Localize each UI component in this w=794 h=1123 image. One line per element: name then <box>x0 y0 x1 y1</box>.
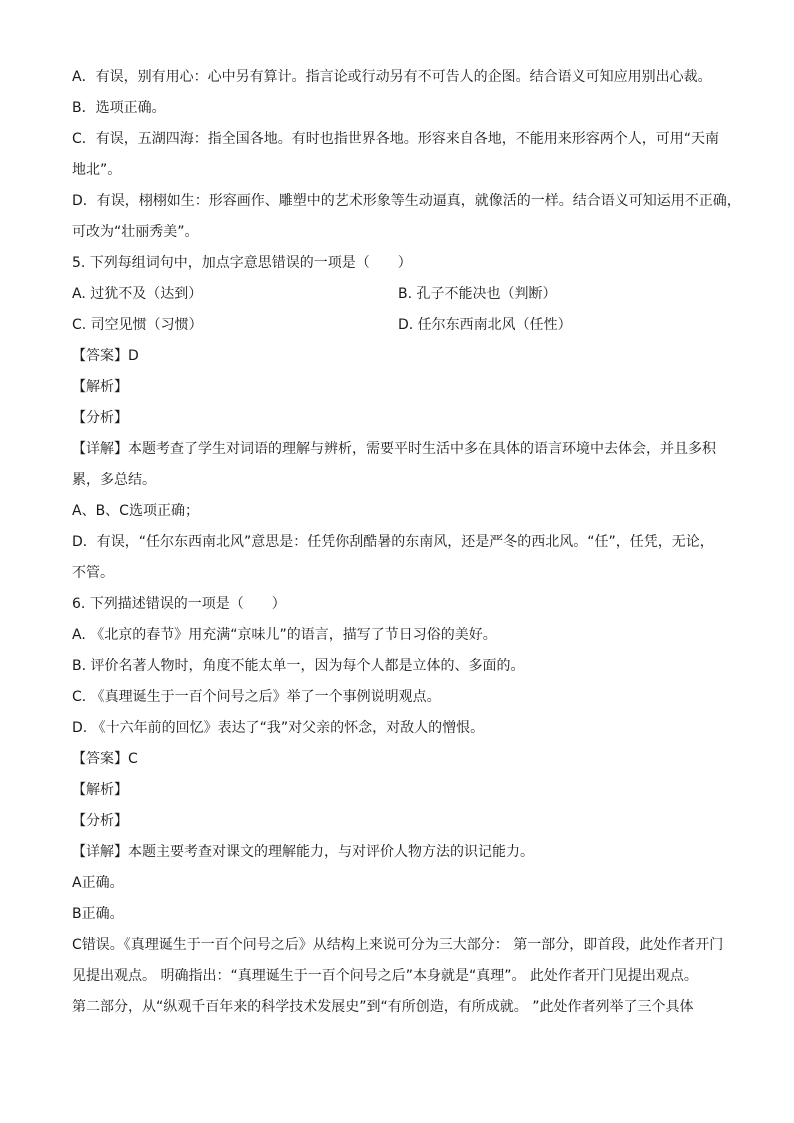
q5-options-row1 <box>72 279 724 310</box>
q5-option-d: D. 任尔东西南北风（任性） <box>398 317 572 333</box>
q5-detail-line2: 累，多总结。 <box>72 472 156 488</box>
q6-answer <box>72 744 724 775</box>
q6-answer-tag: 【答案】 <box>72 751 128 767</box>
q5-d-analysis-line2: 不管。 <box>72 565 114 581</box>
q6-option-d: D. 《十六年前的回忆》表达了“我”对父亲的怀念，对敌人的憎恨。 <box>72 720 485 736</box>
q5-answer <box>72 341 724 372</box>
q4-option-d-analysis-line1: D．有误，栩栩如生：形容画作、雕塑中的艺术形象等生动逼真，就像活的一样。结合语义可知运用不正确， <box>72 193 741 209</box>
q5-fenxi-heading: 【分析】 <box>72 410 128 426</box>
q6-b-correct: B正确。 <box>72 906 124 922</box>
q6-c-analysis-line1: C错误。《真理诞生于一百个问号之后》从结构上来说可分为三大部分： 第一部分，即首段，此处作者开门 <box>72 937 724 953</box>
q6-option-b: B. 评价名著人物时，角度不能太单一，因为每个人都是立体的、多面的。 <box>72 658 525 674</box>
q5-options-row2 <box>72 310 724 341</box>
q4-option-d-analysis-line2: 可改为“壮丽秀美”。 <box>72 224 199 240</box>
q5-option-a: A. 过犹不及（达到） <box>72 286 203 302</box>
q6-jiexi-heading: 【解析】 <box>72 782 128 798</box>
q4-option-a-analysis: A．有误，别有用心：心中另有算计。指言论或行动另有不可告人的企图。结合语义可知应用别出心裁。 <box>72 69 712 85</box>
q5-detail-line1: 【详解】本题考查了学生对词语的理解与辨析，需要平时生活中多在具体的语言环境中去体会，并且多积 <box>72 441 716 457</box>
q5-d-analysis-line1: D．有误，“任尔东西南北风”意思是：任凭你刮酷暑的东南风，还是严冬的西北风。“任”，任凭，无论， <box>72 534 714 550</box>
q5-stem: 5. 下列每组词句中，加点字意思错误的一项是（ ） <box>72 255 412 271</box>
q5-answer-tag: 【答案】 <box>72 348 128 364</box>
q5-option-b: B. 孔子不能决也（判断） <box>398 286 557 302</box>
q6-option-a: A. 《北京的春节》用充满“京味儿”的语言，描写了节日习俗的美好。 <box>72 627 497 643</box>
q4-option-c-analysis-line2: 地北”。 <box>72 162 122 178</box>
q5-abc-correct: A、B、C选项正确； <box>72 503 199 519</box>
q5-jiexi-heading: 【解析】 <box>72 379 128 395</box>
q6-c-analysis-line2: 见提出观点。 明确指出：“真理诞生于一百个问号之后”本身就是“真理”。 此处作者开门见提出观点。 <box>72 968 698 984</box>
q6-detail: 【详解】本题主要考查对课文的理解能力，与对评价人物方法的识记能力。 <box>72 844 534 860</box>
q6-c-analysis-line3: 第二部分，从“纵观千百年来的科学技术发展史”到“有所创造，有所成就。 ”此处作者列举了三个具体 <box>72 999 694 1015</box>
q5-option-c: C. 司空见惯（习惯） <box>72 317 203 333</box>
q5-answer-value: D <box>128 348 139 364</box>
document-page <box>72 62 741 1023</box>
q6-stem: 6. 下列描述错误的一项是（ ） <box>72 596 286 612</box>
q6-answer-value: C <box>128 751 138 767</box>
q6-a-correct: A正确。 <box>72 875 124 891</box>
q4-option-b-analysis: B．选项正确。 <box>72 100 166 116</box>
q6-fenxi-heading: 【分析】 <box>72 813 128 829</box>
q6-option-c: C. 《真理诞生于一百个问号之后》举了一个事例说明观点。 <box>72 689 441 705</box>
q4-option-c-analysis-line1: C．有误，五湖四海：指全国各地。有时也指世界各地。形容来自各地，不能用来形容两个人，可用“天南 <box>72 131 720 147</box>
